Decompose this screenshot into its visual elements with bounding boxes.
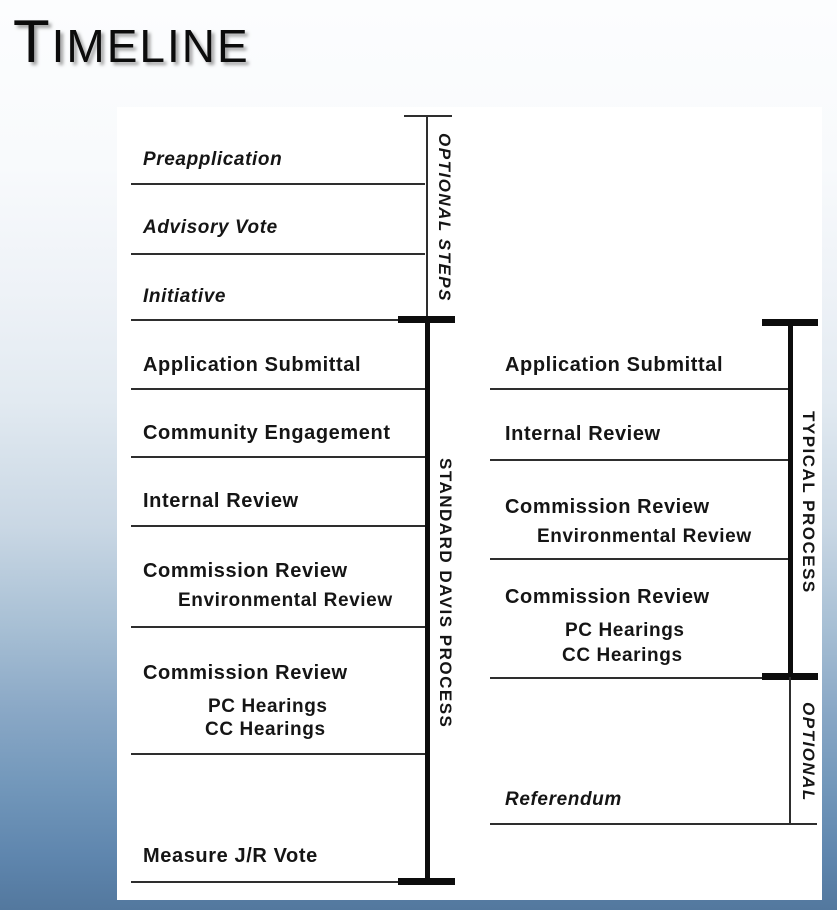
left-divider-line-3 (131, 319, 425, 321)
left-step-measure-jr-vote: Measure J/R Vote (143, 845, 318, 867)
left-optional-section-label: OPTIONAL STEPS (435, 133, 454, 302)
right-substep-environmental-review: Environmental Review (537, 526, 752, 547)
right-optional-axis-line (789, 677, 791, 825)
right-divider-line-5 (490, 823, 817, 825)
left-divider-line-7 (131, 626, 425, 628)
left-main-axis-bottom-cap (398, 878, 455, 885)
left-step-commission-review-1: Commission Review (143, 560, 348, 582)
right-step-commission-review-1: Commission Review (505, 496, 710, 518)
left-main-section-label: STANDARD DAVIS PROCESS (436, 457, 455, 729)
left-divider-line-1 (131, 183, 425, 185)
left-optional-step-preapplication: Preapplication (143, 149, 283, 170)
timeline-diagram-panel (117, 107, 822, 900)
right-optional-section-label: OPTIONAL (799, 702, 818, 802)
left-divider-line-2 (131, 253, 425, 255)
page-title-rest: IMELINE (51, 20, 250, 72)
left-substep-environmental-review: Environmental Review (178, 590, 393, 611)
page-title-first-letter: T (13, 8, 52, 75)
left-divider-line-6 (131, 525, 425, 527)
left-main-axis-line (425, 319, 430, 885)
right-main-axis-line (788, 322, 793, 679)
left-step-application-submittal: Application Submittal (143, 354, 362, 376)
right-divider-line-1 (490, 388, 790, 390)
right-divider-line-2 (490, 459, 790, 461)
left-divider-line-4 (131, 388, 425, 390)
right-divider-line-3 (490, 558, 790, 560)
right-divider-line-4 (490, 677, 790, 679)
left-divider-line-5 (131, 456, 425, 458)
left-step-commission-review-2: Commission Review (143, 662, 348, 684)
right-step-application-submittal: Application Submittal (505, 354, 724, 376)
right-step-internal-review: Internal Review (505, 423, 661, 445)
left-step-community-engagement: Community Engagement (143, 422, 391, 444)
page-title (13, 6, 250, 82)
left-step-internal-review: Internal Review (143, 490, 299, 512)
right-main-section-label: TYPICAL PROCESS (799, 410, 818, 594)
left-optional-step-advisory-vote: Advisory Vote (143, 217, 278, 238)
left-substep-cc-hearings: CC Hearings (205, 719, 326, 740)
right-substep-cc-hearings: CC Hearings (562, 645, 683, 666)
right-substep-pc-hearings: PC Hearings (565, 620, 685, 641)
left-divider-line-8 (131, 753, 425, 755)
left-optional-axis-line (426, 115, 428, 319)
left-substep-pc-hearings: PC Hearings (208, 696, 328, 717)
left-optional-step-initiative: Initiative (143, 286, 227, 307)
left-divider-line-9 (131, 881, 425, 883)
right-optional-step-referendum: Referendum (505, 789, 622, 810)
right-step-commission-review-2: Commission Review (505, 586, 710, 608)
